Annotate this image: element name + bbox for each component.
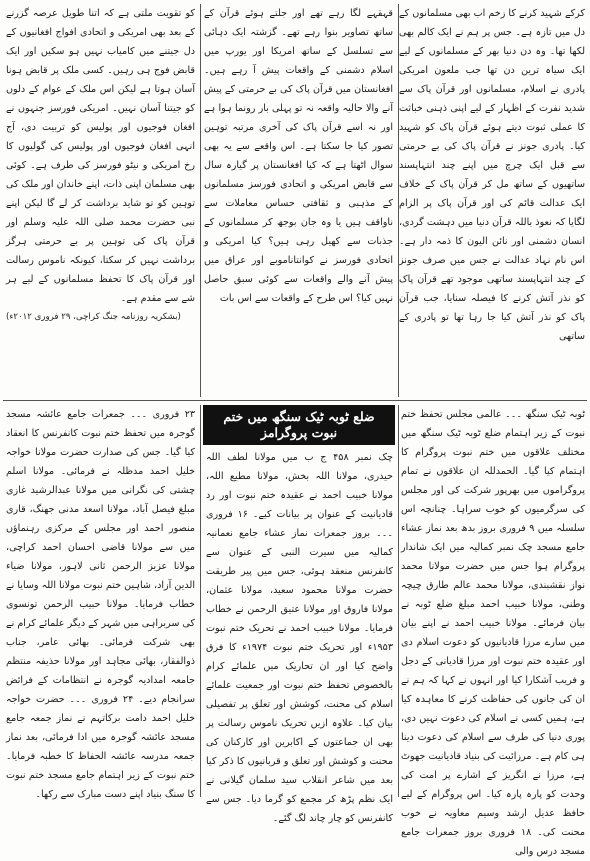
section-divider (3, 400, 587, 401)
top-right-text: کرکے شہید کرنے کا زخم اب بھی مسلمانوں کے دل میں تازہ ہے۔ جس پر ہم نے ایک کالم بھی لکھا تھا۔ وہ دن دنیا بھر کے مسلمانوں کے لیے ایک سیاہ ترین دن تھا جب ملعون امریکی پادری نے اسلام، مسلمانوں اور قرآن پاک سے شدید نفرت کے اظہار کے لیے اپنی ذہنی خباثت کا عملی ثبوت دیتے ہوئے قرآن پاک کو شہید کیا۔ پادری جونز نے قرآن پاک کی بے حرمتی سے قبل ایک چرچ میں اپنے چند انتہاپسند ساتھیوں کے ساتھ مل کر قرآن پاک کے خلاف ایک عدالت قائم کی اور قرآن پاک پر الزام لگایا کہ نعوذ باللہ قرآن دنیا میں دہشت گردی، انسان دشمنی اور نائن الیون کا ذمہ دار ہے۔ اس نام نہاد عدالت نے جس میں صرف جونز کے چند انتہاپسند ساتھی موجود تھے قرآن پاک کو نذر آتش کرنے کا فیصلہ سنایا، جب قرآن پاک کو نذر آتش کیا جا رہا تھا تو پادری کے ساتھی (399, 8, 585, 342)
column-divider (200, 405, 201, 797)
top-middle-text: قہقہے لگا رہے تھے اور جلتے ہوئے قرآن کے ساتھ تصاویر بنوا رہے تھے۔ گزشتہ ایک دہائی سے تسلسل کے ساتھ امریکا اور یورپ میں اسلام دشمنی کے واقعات پیش آ رہے ہیں۔ افغانستان میں قرآن پاک کی بے حرمتی کے پیش آنے والا حالیہ واقعہ نہ تو پہلی بار رونما ہوا ہے اور نہ اسے قرآن پاک کی آخری مرتبہ توہین تصور کیا جا سکتا ہے۔ اس واقعے سے یہ بھی سوال اٹھتا ہے کہ کیا افغانستان پر گیارہ سال سے قابض امریکی و اتحادی فورسز مسلمانوں کے مذہبی و ثقافتی حساس معاملات سے ناواقف ہیں یا وہ جان بوجھ کر مسلمانوں کے جذبات سے کھیل رہی ہیں؟ کیا امریکی و اتحادی فورسز نے کوانتاناموبے اور عراق میں پیش آنے والے واقعات سے کوئی سبق حاصل نہیں کیا؟ اس طرح کے واقعات سے اس بات (204, 8, 393, 304)
column-divider (398, 405, 399, 797)
bottom-middle-column (203, 448, 396, 824)
bottom-right-text: ٹوبہ ٹیک سنگھ ۔۔۔ عالمی مجلس تحفظ ختم نبوت کے زیر اہتمام ضلع ٹوبہ ٹیک سنگھ میں مختلف علاقوں میں ختم نبوت پروگرام کا اہتمام کیا گیا۔ الحمدللہ ان علاقوں نے تمام پروگراموں میں بھرپور شرکت کی اور مجلس کی سرگرمیوں کو خوب سراہا۔ چنانچہ اس سلسلہ میں ۹ فروری بروز بدھ بعد نماز عشاء جامع مسجد چک نمبر کمالیہ میں ایک شاندار پروگرام ہوا جس میں حضرت مولانا محمد نواز نقشبندی، مولانا محمد عالم طارق چیچہ وطنی، مولانا خبیب احمد مبلغ ضلع ٹوبہ نے بیان فرمائے۔ مولانا خبیب احمد نے اپنے بیان میں سارے مرزا قادیانیوں کو دعوت اسلام دی اور عقیدہ ختم نبوت اور مرزا قادیانی کے دجل و فریب آشکارا کیا اور انہوں نے کہا کہ ہم نے ان کی جانوں کی حفاظت کرنے کا معاہدہ کیا ہے، ہمیں کسی نے اسلام کی دعوت نہیں دی، پوری دنیا کی طرف سے اسلام کی دعوت دینا ہی کام ہے۔ مرزائیت کی بنیاد قادیانیت جھوٹ ہے، مرزا نے انگریز کے اشارے پر امت کی وحدت کو پارہ پارہ کیا۔ اس پروگرام کے لیے حافظ عدیل ارشد وسیم معاویہ نے خوب محنت کی۔ ۱۸ فروری بروز جمعرات جامع مسجد درس والی (401, 409, 586, 857)
article-headline: ضلع ٹوبہ ٹیک سنگھ میں ختم نبوت پروگرامز (203, 405, 395, 445)
top-middle-column (201, 4, 396, 398)
column-divider (200, 4, 201, 397)
bottom-left-column (3, 405, 198, 800)
top-left-text: کو تقویت ملتی ہے کہ اتنا طویل عرصہ گزرنے کے بعد بھی امریکی و اتحادی افواج افغانیوں کے دل جیتنے میں کامیاب نہیں ہو سکیں اور ایک قابض فوج ہی رہیں۔ کسی ملک پر قابض ہونا آسان ہوتا ہے لیکن اس ملک کے عوام کے دلوں کو جیتنا آسان نہیں۔ امریکی فورسز جنہوں نے افغان فوجیوں اور پولیس کو تربیت دی، آج انہی افغان فوجیوں اور پولیس کی گولیوں کا رخ امریکی و نیٹو فورسز کی طرف ہے۔ کوئی بھی مسلمان اپنی ذات، اپنے خاندان اور ملک کی توہین کو تو شاید برداشت کر لے گا لیکن اپنے نبی حضرت محمد صلی اللہ علیہ وسلم اور قرآن پاک کی توہین پر بے حرمتی ہرگز برداشت نہیں کر سکتا، کیونکہ ناموس رسالت اور قرآن پاک کا تحفظ مسلمانوں کے لیے ہر شے سے مقدم ہے۔ (6, 8, 195, 304)
top-right-column (396, 4, 588, 398)
bottom-right-column (398, 405, 588, 857)
bottom-left-text: ۲۳ فروری ۔۔۔ جمعرات جامع عائشہ مسجد گوجرہ میں تحفظ ختم نبوت کانفرنس کا انعقاد کیا گیا۔ جس کی صدارت حضرت مولانا خواجہ خلیل احمد مدظلہ نے فرمائی۔ مولانا اسلم چشتی کی نگرانی میں مولانا عبدالرشید غازی مبلغ فیصل آباد، مولانا اسعد مدنی جھنگ، قاری منصور احمد اور مجلس کے مرکزی رہنماؤں میں سے مولانا قاضی احسان احمد کراچی، مولانا عزیز الرحمن ثانی لاہور، مولانا ضیاء الدین آزاد، شاہین ختم نبوت مولانا اللہ وسایا نے خطاب فرمایا۔ مولانا حبیب الرحمن تونسوی کی سربراہی میں شہر کے دیگر علمائے کرام نے بھی شرکت فرمائی۔ بھائی عامر، جناب ذوالفقار، بھائی مجاہد اور مولانا حذیفہ منتظم جامعہ امدادیہ گوجرہ نے انتظامات کے فرائض سرانجام دیے۔ ۲۴ فروری ۔۔۔ حضرت خواجہ خلیل احمد دامت برکاتہم نے نماز جمعہ جامع مسجد عائشہ گوجرہ میں ادا فرمائی، بعد نماز جمعہ مدرسہ عائشہ الحفاظ کا خطبہ فرمایا۔ ختم نبوت کے زیر اہتمام جامع مسجد ختم نبوت کا سنگ بنیاد اپنے دست مبارک سے رکھا۔ (6, 409, 195, 800)
top-left-column (3, 4, 198, 398)
source-credit: (بشکریہ روزنامہ جنگ کراچی، ۲۹ فروری ۲۰۱۲ء) (6, 312, 181, 322)
bottom-middle-text: چک نمبر ۴۵۸ ج ب میں مولانا لطف اللہ حیدری، مولانا اللہ بخش، مولانا مطیع اللہ، مولانا خبیب احمد نے عقیدہ ختم نبوت اور رد قادیانیت کے عنوان پر بیانات کیے۔ ۱۶ فروری ۔۔۔ بروز جمعرات نماز عشاء جامع نعمانیہ کمالیہ میں سیرت النبی کے عنوان سے کانفرنس منعقد ہوئی، جس میں پیر طریقت حضرت مولانا محمود سعید، مولانا عثمان، مولانا فاروق اور مولانا عتیق الرحمن نے خطاب فرمایا۔ مولانا خبیب احمد نے تحریک ختم نبوت ۱۹۵۳ء اور تحریک ختم نبوت ۱۹۷۴ء کا فرق واضح کیا اور ان تحاریک میں علمائے کرام بالخصوص تحفظ ختم نبوت اور جمعیت علمائے اسلام کی محنت، کوشش اور تعلق پر تفصیلی بیان کیا۔ علاوہ ازیں تحریک ناموس رسالت پر بھی ان جماعتوں کے اکابرین اور کارکنان کی محنت و کوشش اور تعلق و قربانیوں کا ذکر کیا بعد میں شاعر انقلاب سید سلمان گیلانی نے ایک نظم پڑھ کر مجمع کو گرما دیا۔ جس سے کانفرنس کو چار چاند لگ گئے۔ (206, 452, 393, 824)
column-divider (398, 4, 399, 397)
